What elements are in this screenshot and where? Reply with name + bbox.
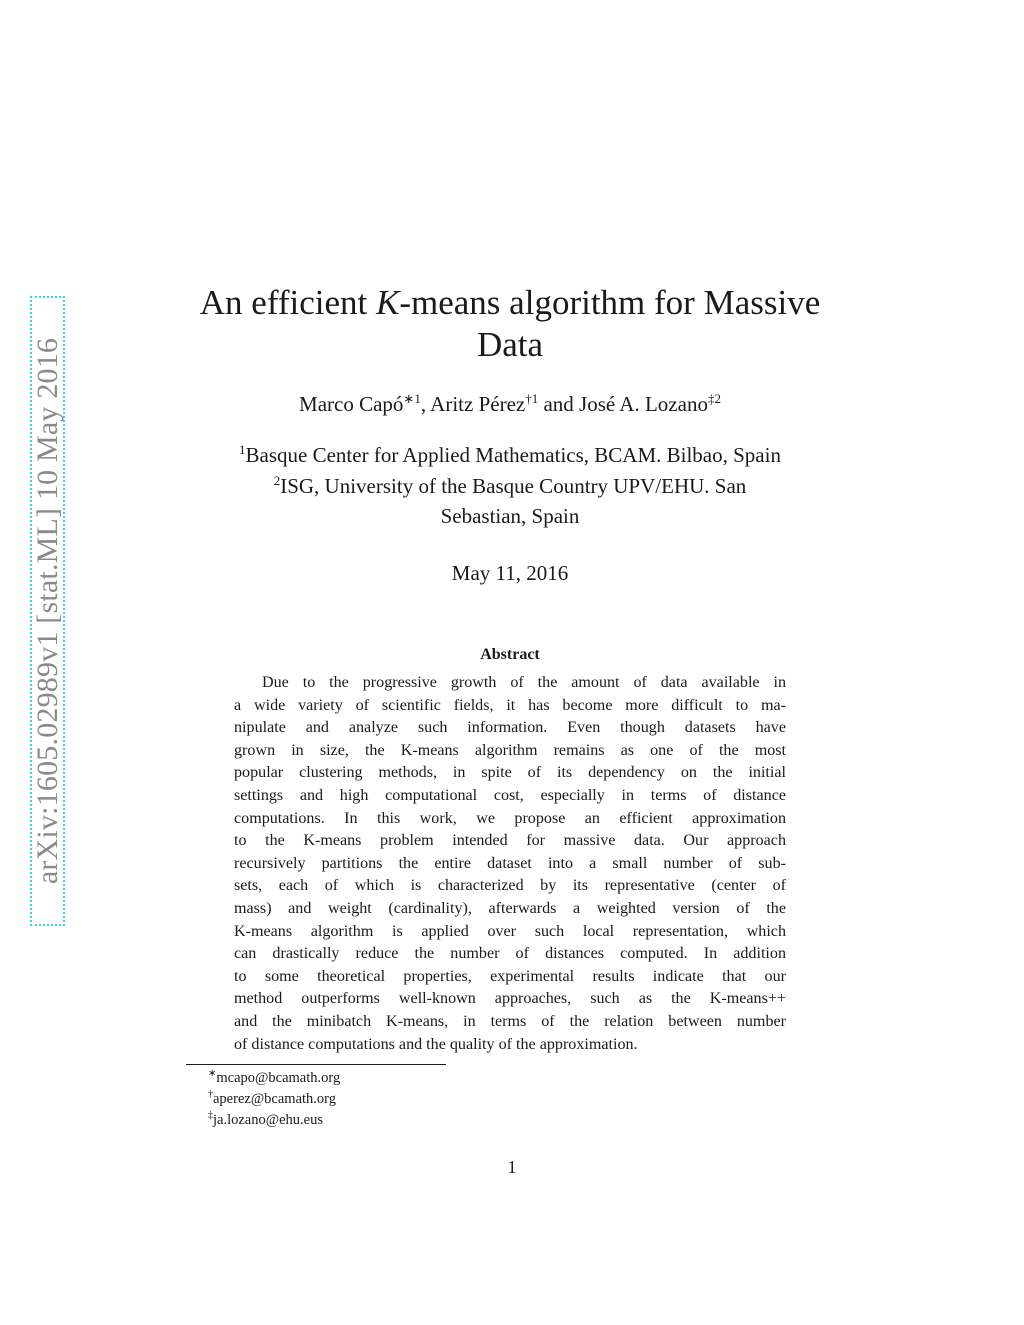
- affiliation-2-cont: [150, 501, 870, 532]
- affiliation-1: [150, 440, 870, 471]
- abstract-line: method outperforms well-known approaches, such as the K-means++: [234, 990, 786, 1008]
- author-separator: and: [538, 392, 580, 416]
- affiliation-text: Basque Center for Applied Mathematics, BCAM. Bilbao, Spain: [245, 443, 781, 467]
- author-name: Aritz Pérez: [430, 392, 526, 416]
- paper-date: May 11, 2016: [451, 561, 569, 585]
- title-pre: An efficient: [199, 283, 376, 322]
- abstract-line: of distance computations and the quality of the approximation.: [234, 1035, 638, 1053]
- affiliation-text: ISG, University of the Basque Country UPV/EHU. San: [280, 473, 747, 498]
- footnote-rule: [186, 1064, 446, 1065]
- abstract-line: computations. In this work, we propose an efficient approximation: [234, 809, 786, 827]
- footnote-mark: ∗: [208, 1068, 217, 1079]
- abstract-line: nipulate and analyze such information. Even though datasets have: [234, 719, 786, 737]
- abstract-line: mass) and weight (cardinality), afterwards a weighted version of the: [234, 899, 786, 917]
- abstract-line: K-means algorithm is applied over such local representation, which: [234, 922, 786, 940]
- paper-title: [190, 282, 830, 366]
- page-number: 1: [507, 1157, 517, 1177]
- title-line-2: Data: [476, 325, 544, 364]
- title-line-1: [190, 282, 830, 324]
- footnote-email: mcapo@bcamath.org: [216, 1070, 341, 1086]
- title-post: -means algorithm for Massive: [399, 283, 821, 322]
- abstract-line: to some theoretical properties, experimental results indicate that our: [234, 967, 786, 985]
- footnote-3: [208, 1110, 340, 1131]
- abstract-line: to the K-means problem intended for massive data. Our approach: [234, 832, 786, 850]
- abstract-line: grown in size, the K-means algorithm remains as one of the most: [234, 741, 786, 759]
- abstract-line: and the minibatch K-means, in terms of the relation between number: [234, 1012, 786, 1030]
- affiliation-text: Sebastian, Spain: [440, 504, 580, 528]
- author-name: José A. Lozano: [579, 392, 708, 416]
- affiliation-2: [150, 471, 870, 502]
- abstract-line: can drastically reduce the number of distances computed. In addition: [234, 945, 786, 963]
- abstract-heading: Abstract: [480, 646, 540, 663]
- abstract-line: sets, each of which is characterized by its representative (center of: [234, 877, 786, 895]
- arxiv-stamp-text: arXiv:1605.02989v1 [stat.ML] 10 May 2016: [30, 337, 64, 885]
- authors: [150, 392, 870, 417]
- author-marks: ∗1: [403, 391, 421, 406]
- footnote-mark: ‡: [208, 1110, 213, 1121]
- affiliation-number: 2: [273, 472, 281, 488]
- abstract-body: [234, 672, 786, 1056]
- author-marks: ‡2: [707, 391, 721, 406]
- footnote-email: ja.lozano@ehu.eus: [213, 1112, 323, 1128]
- affiliations: [150, 440, 870, 532]
- author-separator: ,: [420, 392, 431, 416]
- footnote-mark: †: [208, 1089, 213, 1100]
- arxiv-stamp: [30, 296, 65, 926]
- abstract-line: popular clustering methods, in spite of its dependency on the initial: [234, 764, 786, 782]
- abstract-line: recursively partitions the entire dataset into a small number of sub-: [234, 854, 786, 872]
- title-k: K: [376, 283, 400, 322]
- footnote-email: aperez@bcamath.org: [213, 1091, 336, 1107]
- footnote-2: [208, 1089, 340, 1110]
- footnote-1: [208, 1068, 340, 1089]
- abstract-line: a wide variety of scientific fields, it has become more difficult to ma-: [234, 696, 786, 714]
- abstract-line: Due to the progressive growth of the amount of data available in: [262, 674, 786, 691]
- footnotes: [208, 1068, 340, 1131]
- author-marks: †1: [525, 391, 539, 406]
- affiliation-number: 1: [239, 442, 246, 457]
- abstract-line: settings and high computational cost, especially in terms of distance: [234, 786, 786, 804]
- author-name: Marco Capó: [299, 392, 404, 416]
